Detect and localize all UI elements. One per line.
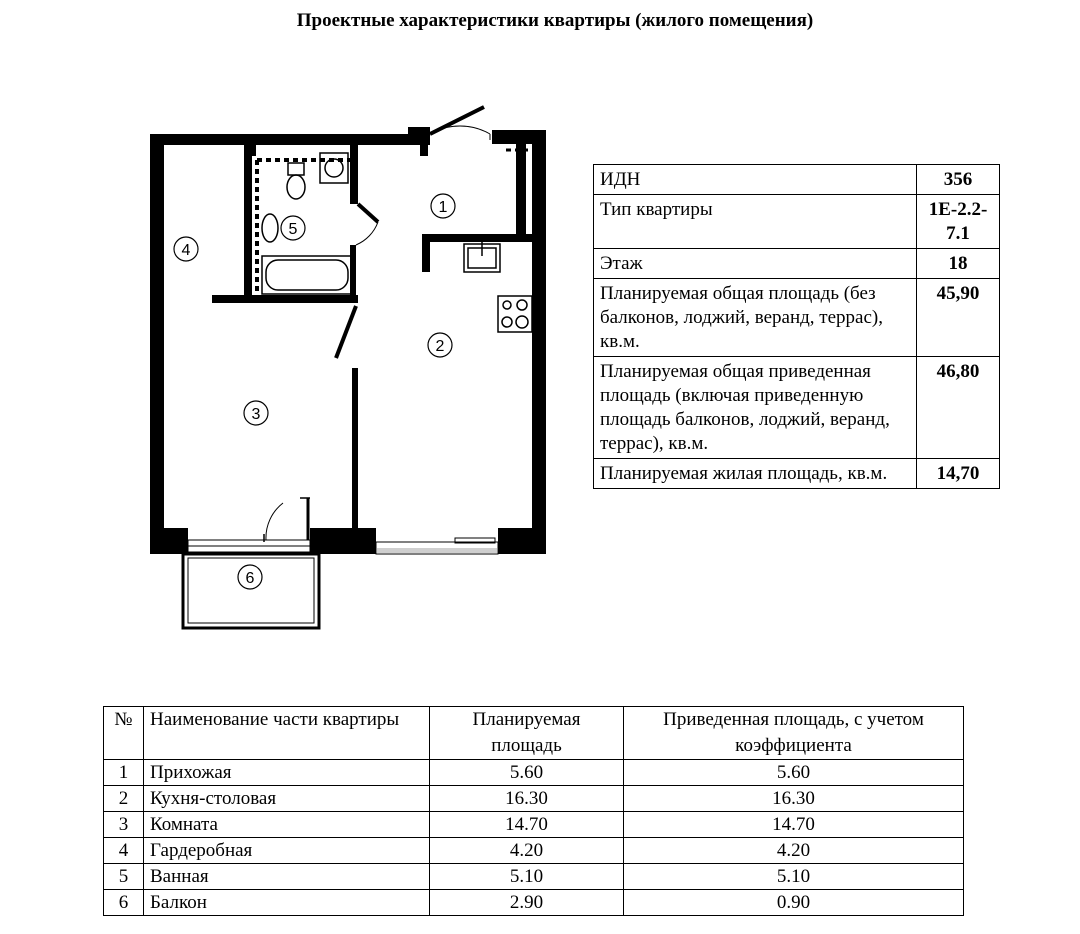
property-label: Тип квартиры	[594, 195, 917, 249]
property-row	[594, 249, 1000, 279]
wall-bottom-3	[498, 528, 546, 554]
wall-bottom-1	[150, 528, 188, 554]
property-label: ИДН	[594, 165, 917, 195]
cell-area: 5.60	[430, 760, 624, 786]
rooms-table-header	[104, 707, 964, 760]
page-title: Проектные характеристики квартиры (жилого помещения)	[296, 10, 814, 31]
cell-area: 4.20	[430, 838, 624, 864]
wall-right	[532, 130, 546, 530]
wall-kitchen-stub	[422, 234, 430, 272]
room-label-2: 2	[435, 338, 445, 355]
header-number: №	[104, 707, 144, 760]
property-row	[594, 195, 1000, 249]
wall-bath-jamb	[252, 144, 256, 156]
cell-reduced-area: 0.90	[624, 890, 964, 916]
cell-area: 14.70	[430, 812, 624, 838]
property-row	[594, 459, 1000, 489]
property-label: Планируемая общая площадь (без балконов, лоджий, веранд, террас), кв.м.	[594, 279, 917, 357]
room-label-4: 4	[181, 242, 191, 259]
cell-number: 4	[104, 838, 144, 864]
property-label: Этаж	[594, 249, 917, 279]
header-area: Планируемая площадь	[430, 707, 624, 760]
bathroom-door	[358, 204, 378, 222]
table-row	[104, 838, 964, 864]
washing-machine	[320, 153, 348, 183]
room-label-5: 5	[288, 221, 298, 238]
property-label: Планируемая общая приведенная площадь (включая приведенную площадь балконов, лоджий, веранд, террас), кв.м.	[594, 357, 917, 459]
cell-reduced-area: 5.60	[624, 760, 964, 786]
property-label: Планируемая жилая площадь, кв.м.	[594, 459, 917, 489]
washbasin	[262, 214, 278, 242]
bathtub	[262, 256, 352, 294]
wall-left	[150, 134, 164, 534]
cell-reduced-area: 4.20	[624, 838, 964, 864]
table-row	[104, 812, 964, 838]
room-label-3: 3	[251, 406, 261, 423]
rooms-table	[103, 706, 964, 916]
wall-bath-right-top	[350, 144, 358, 204]
cell-number: 5	[104, 864, 144, 890]
floor-plan	[0, 0, 600, 650]
cell-area: 16.30	[430, 786, 624, 812]
cell-number: 2	[104, 786, 144, 812]
cell-area: 2.90	[430, 890, 624, 916]
partition-wall	[352, 368, 358, 530]
wall-bath-left	[244, 144, 252, 300]
room-door	[336, 306, 356, 358]
property-row	[594, 357, 1000, 459]
property-row	[594, 279, 1000, 357]
property-value: 46,80	[917, 357, 1000, 459]
table-row	[104, 760, 964, 786]
wall-kitchen	[422, 234, 532, 242]
room-label-1: 1	[438, 199, 448, 216]
wall-top-left	[150, 134, 418, 145]
wall-entry-jamb	[420, 140, 428, 156]
cell-reduced-area: 14.70	[624, 812, 964, 838]
property-value: 14,70	[917, 459, 1000, 489]
toilet	[287, 175, 305, 199]
cell-name: Ванная	[144, 864, 430, 890]
table-row	[104, 786, 964, 812]
cell-name: Гардеробная	[144, 838, 430, 864]
cell-name: Кухня-столовая	[144, 786, 430, 812]
property-value: 356	[917, 165, 1000, 195]
cell-reduced-area: 5.10	[624, 864, 964, 890]
cell-name: Комната	[144, 812, 430, 838]
header-reduced-area: Приведенная площадь, с учетом коэффициента	[624, 707, 964, 760]
cell-number: 6	[104, 890, 144, 916]
property-value: 1Е-2.2-7.1	[917, 195, 1000, 249]
table-row	[104, 890, 964, 916]
apartment-properties-table	[593, 164, 1000, 489]
wall-bath-bottom	[212, 295, 358, 303]
cell-name: Балкон	[144, 890, 430, 916]
header-name: Наименование части квартиры	[144, 707, 430, 760]
property-value: 45,90	[917, 279, 1000, 357]
cell-number: 1	[104, 760, 144, 786]
cell-number: 3	[104, 812, 144, 838]
cell-area: 5.10	[430, 864, 624, 890]
cell-reduced-area: 16.30	[624, 786, 964, 812]
wall-bottom-2	[310, 528, 376, 554]
property-row	[594, 165, 1000, 195]
property-value: 18	[917, 249, 1000, 279]
table-row	[104, 864, 964, 890]
cell-name: Прихожая	[144, 760, 430, 786]
room-label-6: 6	[245, 570, 255, 587]
wall-shaft	[516, 142, 526, 234]
